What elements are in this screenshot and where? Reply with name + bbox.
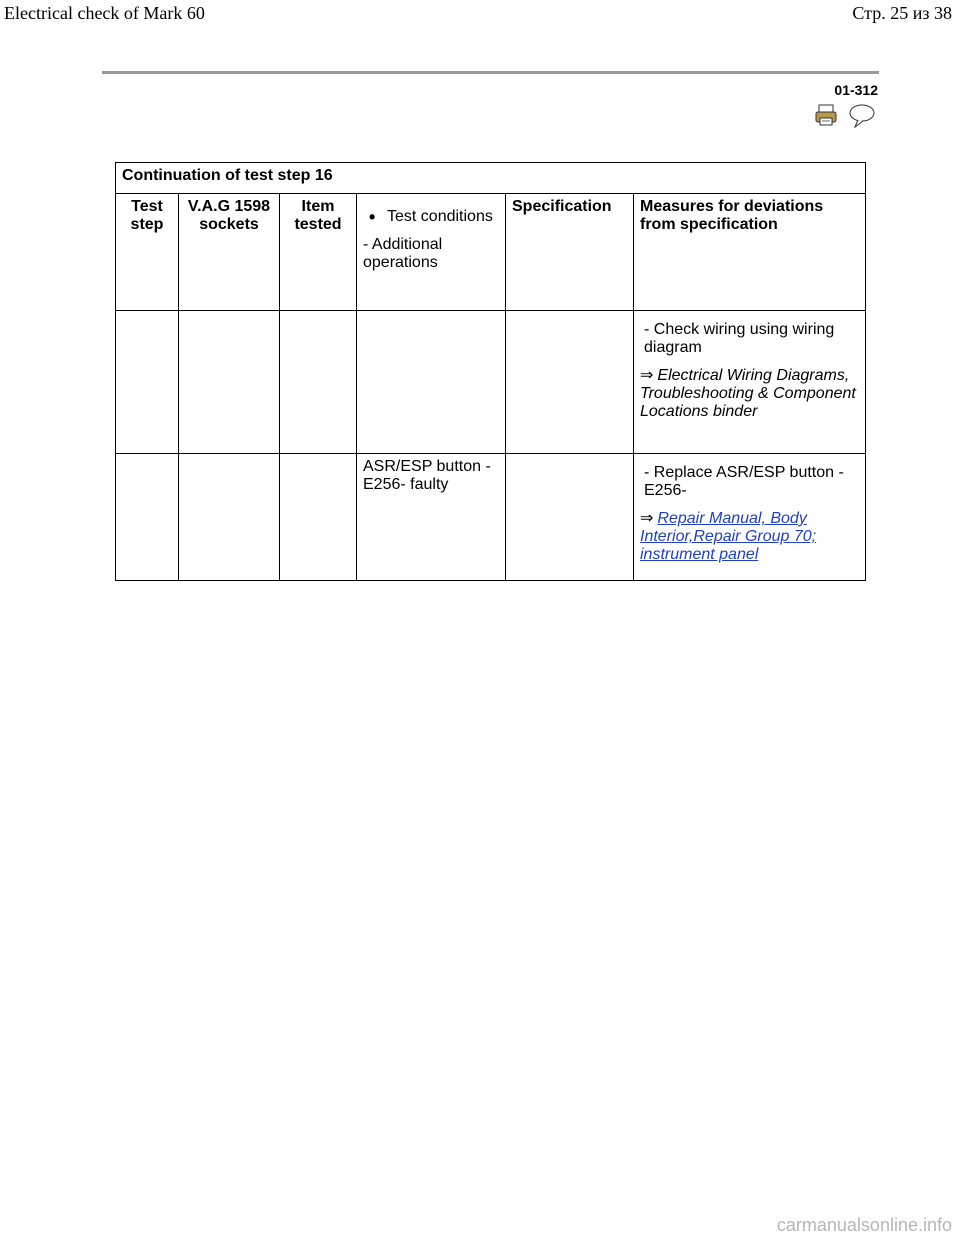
cell-measures: [634, 311, 866, 454]
table-row: [116, 311, 866, 454]
arrow-icon: ⇒: [640, 510, 654, 527]
page-counter: Стр. 25 из 38: [852, 3, 952, 23]
document-title: Electrical check of Mark 60: [4, 3, 205, 23]
measure-text: - Replace ASR/ESP button -E256-: [644, 464, 844, 499]
header-vag-sockets: V.A.G 1598 sockets: [179, 194, 280, 311]
table-caption: Continuation of test step 16: [116, 163, 866, 194]
cell-test-step: [116, 311, 179, 454]
print-icon[interactable]: [814, 104, 838, 128]
speech-bubble-icon[interactable]: [848, 104, 876, 128]
header-additional-ops: - Additional operations: [363, 236, 443, 271]
test-step-table: [115, 162, 866, 581]
cell-test-step: [116, 454, 179, 581]
arrow-icon: ⇒: [640, 367, 654, 384]
reference-text: [640, 365, 859, 421]
header-test-step: Test step: [116, 194, 179, 311]
repair-manual-link[interactable]: Repair Manual, Body Interior,Repair Group 70; instrument panel: [640, 510, 817, 563]
measure-text: - Check wiring using wiring diagram: [644, 321, 835, 356]
header-test-conditions: Test conditions: [387, 208, 493, 225]
page-icons: [814, 104, 876, 128]
cell-specification: [506, 454, 634, 581]
cell-conditions: ASR/ESP button -E256- faulty: [357, 454, 506, 581]
reference-label: Electrical Wiring Diagrams, Troubleshooting & Component Locations binder: [640, 367, 856, 420]
header-specification: Specification: [506, 194, 634, 311]
page-number: 01-312: [834, 82, 878, 98]
cell-measures: [634, 454, 866, 581]
header-measures: Measures for deviations from specification: [634, 194, 866, 311]
header-item-tested: Item tested: [280, 194, 357, 311]
header-conditions: [357, 194, 506, 311]
bullet-icon: •: [369, 207, 376, 227]
reference-text: [640, 508, 859, 564]
cell-conditions: [357, 311, 506, 454]
cell-item-tested: [280, 454, 357, 581]
cell-specification: [506, 311, 634, 454]
cell-vag-sockets: [179, 454, 280, 581]
watermark: carmanualsonline.info: [776, 1215, 952, 1235]
table-row: [116, 454, 866, 581]
cell-vag-sockets: [179, 311, 280, 454]
cell-item-tested: [280, 311, 357, 454]
header-rule: [102, 71, 879, 74]
